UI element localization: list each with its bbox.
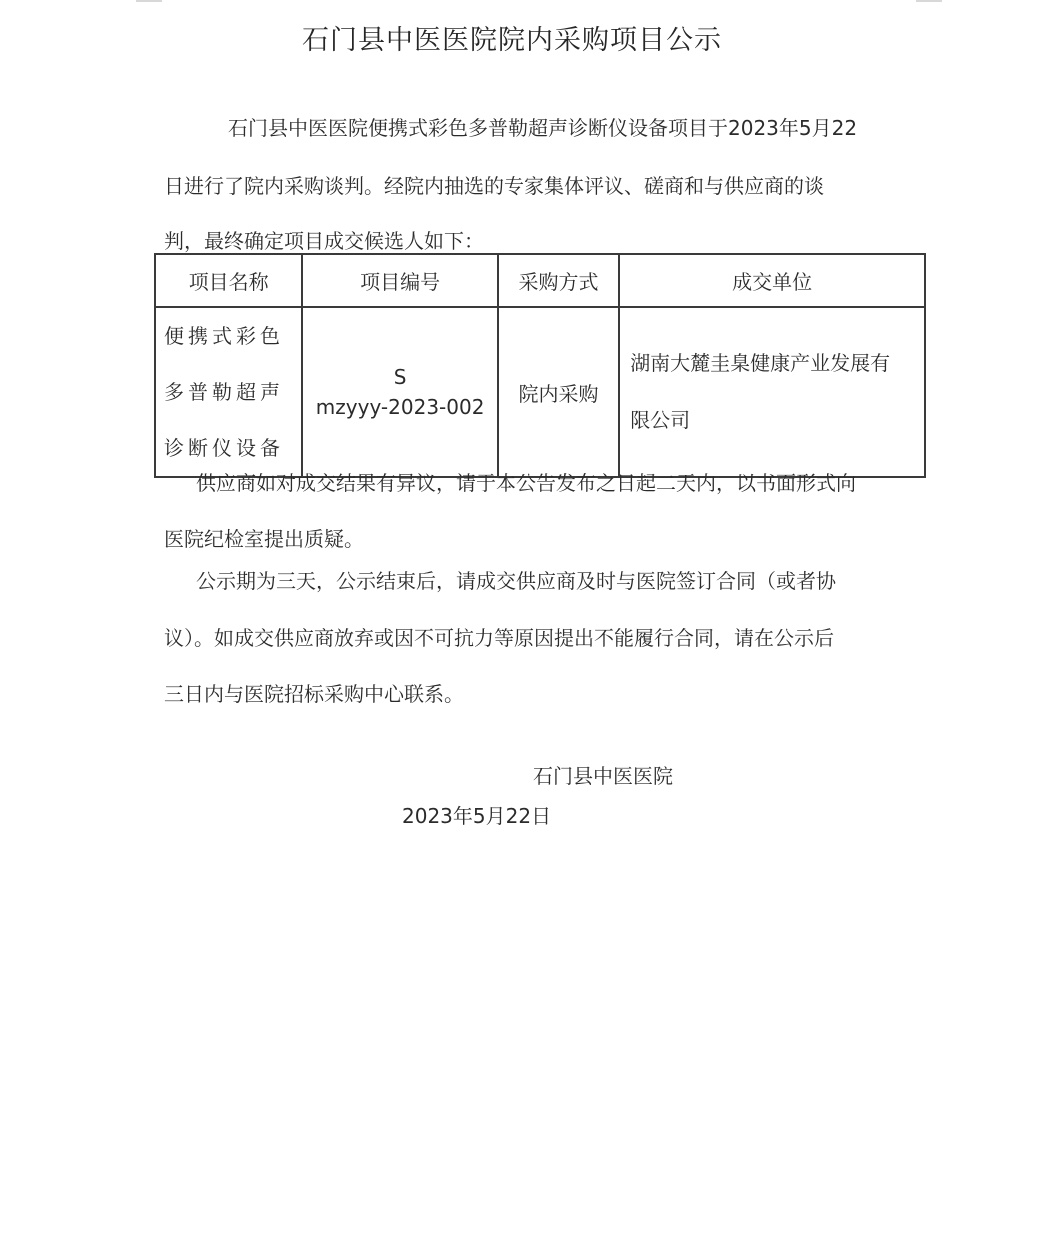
project-code-cell bbox=[302, 307, 498, 477]
intro-line: 日进行了院内采购谈判。经院内抽选的专家集体评议、磋商和与供应商的谈 bbox=[164, 174, 824, 198]
objection-line: 供应商如对成交结果有异议，请于本公告发布之日起二天内，以书面形式向 bbox=[196, 471, 856, 495]
page-corner-mark bbox=[916, 0, 942, 2]
intro-line: 判，最终确定项目成交候选人如下： bbox=[164, 229, 484, 253]
project-name-line: 便携式彩色 bbox=[164, 324, 284, 348]
column-header: 成交单位 bbox=[619, 254, 925, 307]
signature-date: 2023年5月22日 bbox=[402, 804, 552, 828]
signature-org: 石门县中医医院 bbox=[533, 764, 673, 788]
table-header-row bbox=[155, 254, 925, 307]
period-line: 三日内与医院招标采购中心联系。 bbox=[164, 682, 464, 706]
winning-unit-line: 限公司 bbox=[630, 408, 691, 432]
column-header: 项目名称 bbox=[155, 254, 302, 307]
objection-line: 医院纪检室提出质疑。 bbox=[164, 527, 364, 551]
column-header: 采购方式 bbox=[498, 254, 619, 307]
project-code-line: S bbox=[393, 365, 407, 389]
project-name-line: 诊断仪设备 bbox=[164, 436, 284, 460]
winning-unit-cell bbox=[619, 307, 925, 477]
project-name-line: 多普勒超声 bbox=[164, 380, 284, 404]
result-table bbox=[154, 253, 926, 478]
winning-unit-line: 湖南大麓圭臬健康产业发展有 bbox=[630, 351, 891, 375]
period-line: 议）。如成交供应商放弃或因不可抗力等原因提出不能履行合同，请在公示后 bbox=[164, 626, 834, 650]
column-header: 项目编号 bbox=[302, 254, 498, 307]
page-title: 石门县中医医院院内采购项目公示 bbox=[302, 25, 722, 56]
table-row bbox=[155, 307, 925, 477]
intro-line: 石门县中医医院便携式彩色多普勒超声诊断仪设备项目于2023年5月22 bbox=[228, 116, 858, 140]
period-line: 公示期为三天，公示结束后，请成交供应商及时与医院签订合同（或者协 bbox=[196, 569, 836, 593]
project-name-cell bbox=[155, 307, 302, 477]
page-corner-mark bbox=[136, 0, 162, 2]
procurement-method-cell: 院内采购 bbox=[498, 307, 619, 477]
project-code-line: mzyyy-2023-002 bbox=[315, 395, 485, 419]
